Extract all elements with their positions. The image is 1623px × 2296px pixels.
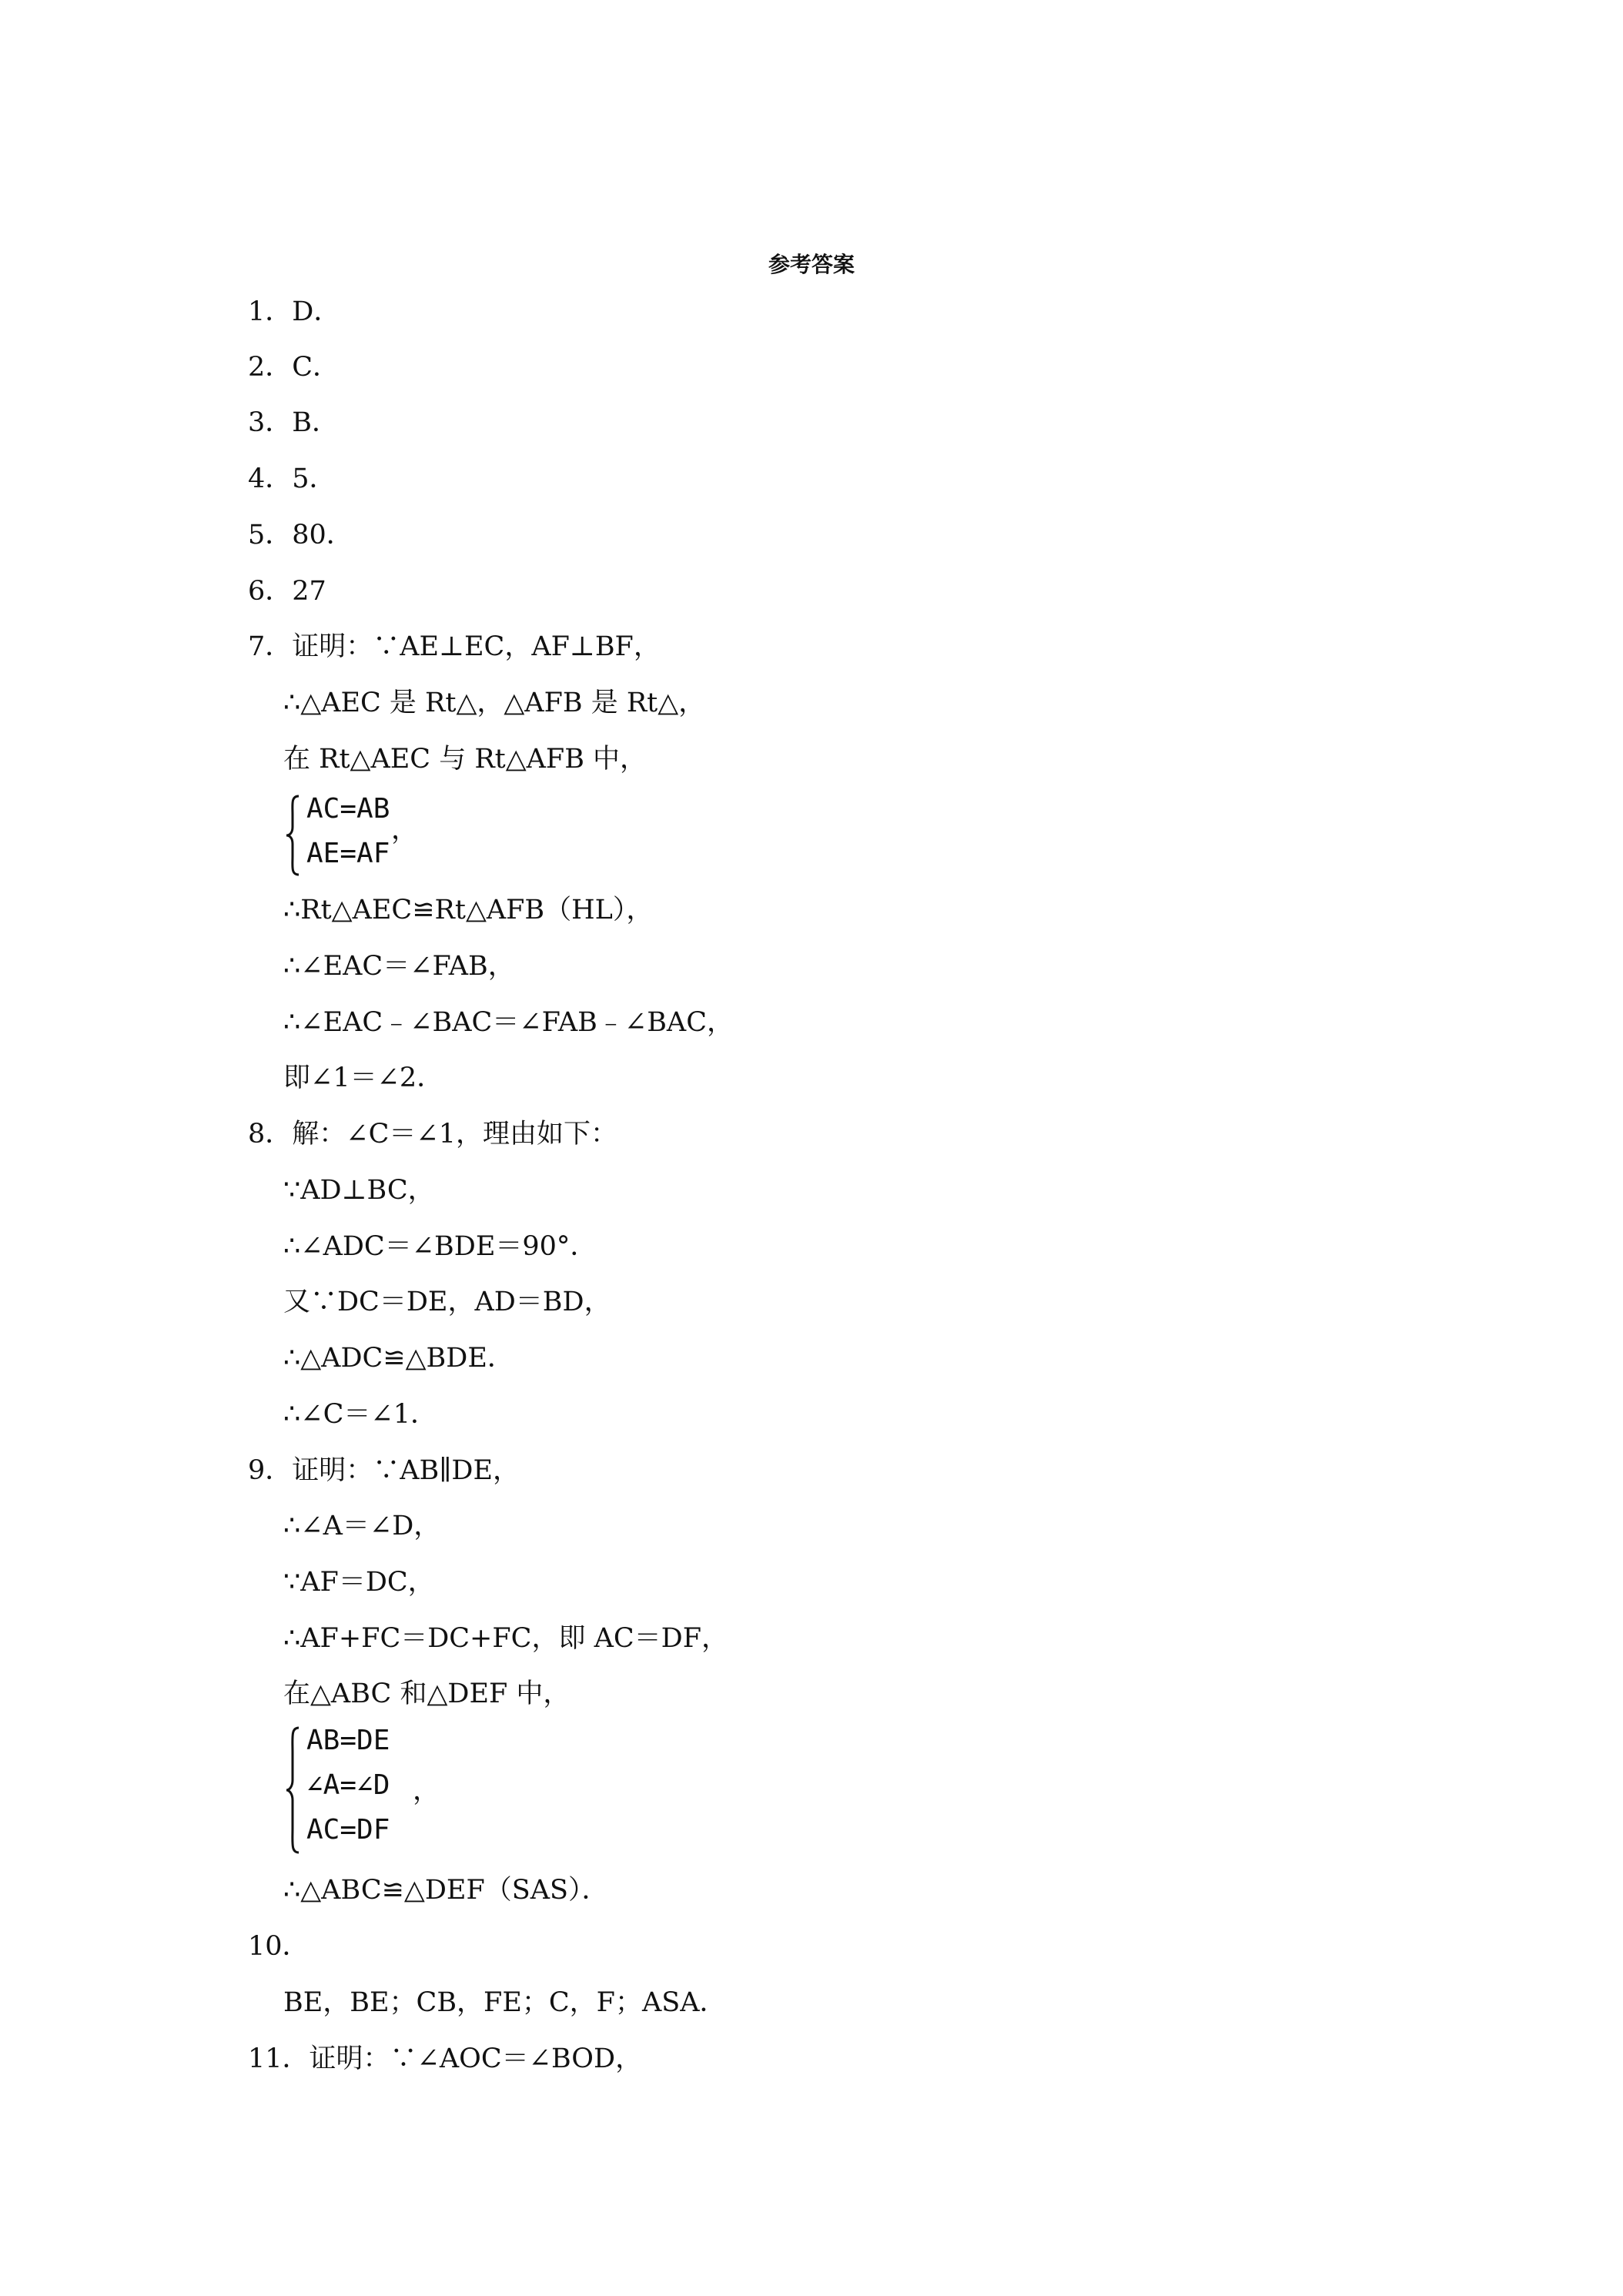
answer-line: ∴∠A＝∠D，	[283, 1511, 441, 1541]
answer-line: ∵AF＝DC，	[283, 1567, 435, 1598]
answer-line: BE，BE；CB，FE；C，F；ASA．	[283, 1987, 727, 2018]
left-brace-icon	[283, 793, 302, 878]
answer-line: ∴∠EAC＝∠FAB，	[283, 951, 515, 982]
answer-line: 5．80．	[248, 520, 353, 551]
answer-line: 10．	[248, 1931, 310, 1962]
answer-line: ∴∠C＝∠1．	[283, 1399, 437, 1430]
answer-line: 11．证明：∵∠AOC＝∠BOD，	[248, 2043, 643, 2074]
system-row: AB=DE	[306, 1725, 390, 1756]
system-row: AE=AF	[306, 838, 390, 869]
system-comma: ，	[391, 815, 419, 845]
answer-line: ∴∠EAC﹣∠BAC＝∠FAB﹣∠BAC，	[283, 1007, 734, 1038]
answer-line: 在 Rt△AEC 与 Rt△AFB 中，	[283, 744, 648, 775]
answer-line: ∴△ADC≌△BDE．	[283, 1343, 514, 1374]
answer-line: 1．D．	[248, 296, 341, 327]
answer-line: 9．证明：∵AB∥DE，	[248, 1455, 520, 1486]
answer-line: 又∵DC＝DE，AD＝BD，	[283, 1287, 611, 1317]
equation-system	[283, 1725, 440, 1856]
answer-line: ∴Rt△AEC≌Rt△AFB（HL），	[283, 895, 654, 925]
answer-line: ∴∠ADC＝∠BDE＝90°．	[283, 1231, 597, 1262]
answer-line: ∴AF+FC＝DC+FC，即 AC＝DF，	[283, 1623, 728, 1654]
equation-system	[283, 793, 419, 878]
system-row: AC=DF	[306, 1814, 390, 1846]
answer-line: 8．解：∠C＝∠1，理由如下：	[248, 1119, 617, 1150]
answer-line: ∴△AEC 是 Rt△，△AFB 是 Rt△，	[283, 688, 706, 718]
left-brace-icon	[283, 1725, 302, 1856]
answer-line: ∴△ABC≌△DEF（SAS）．	[283, 1875, 609, 1906]
answer-line: 7．证明：∵AE⊥EC，AF⊥BF，	[248, 631, 661, 662]
answer-line: 6．27	[248, 576, 326, 607]
answer-line: 在△ABC 和△DEF 中，	[283, 1678, 571, 1709]
answer-line: 即∠1＝∠2．	[283, 1063, 444, 1093]
system-comma: ，	[413, 1776, 440, 1806]
system-row: AC=AB	[306, 793, 390, 825]
system-row: ∠A=∠D	[306, 1769, 390, 1801]
answer-line: 3．B．	[248, 407, 339, 438]
answer-line: ∵AD⊥BC，	[283, 1175, 435, 1206]
answer-line: 4．5．	[248, 464, 336, 494]
page-title: 参考答案	[768, 252, 855, 277]
answer-line: 2．C．	[248, 352, 340, 383]
